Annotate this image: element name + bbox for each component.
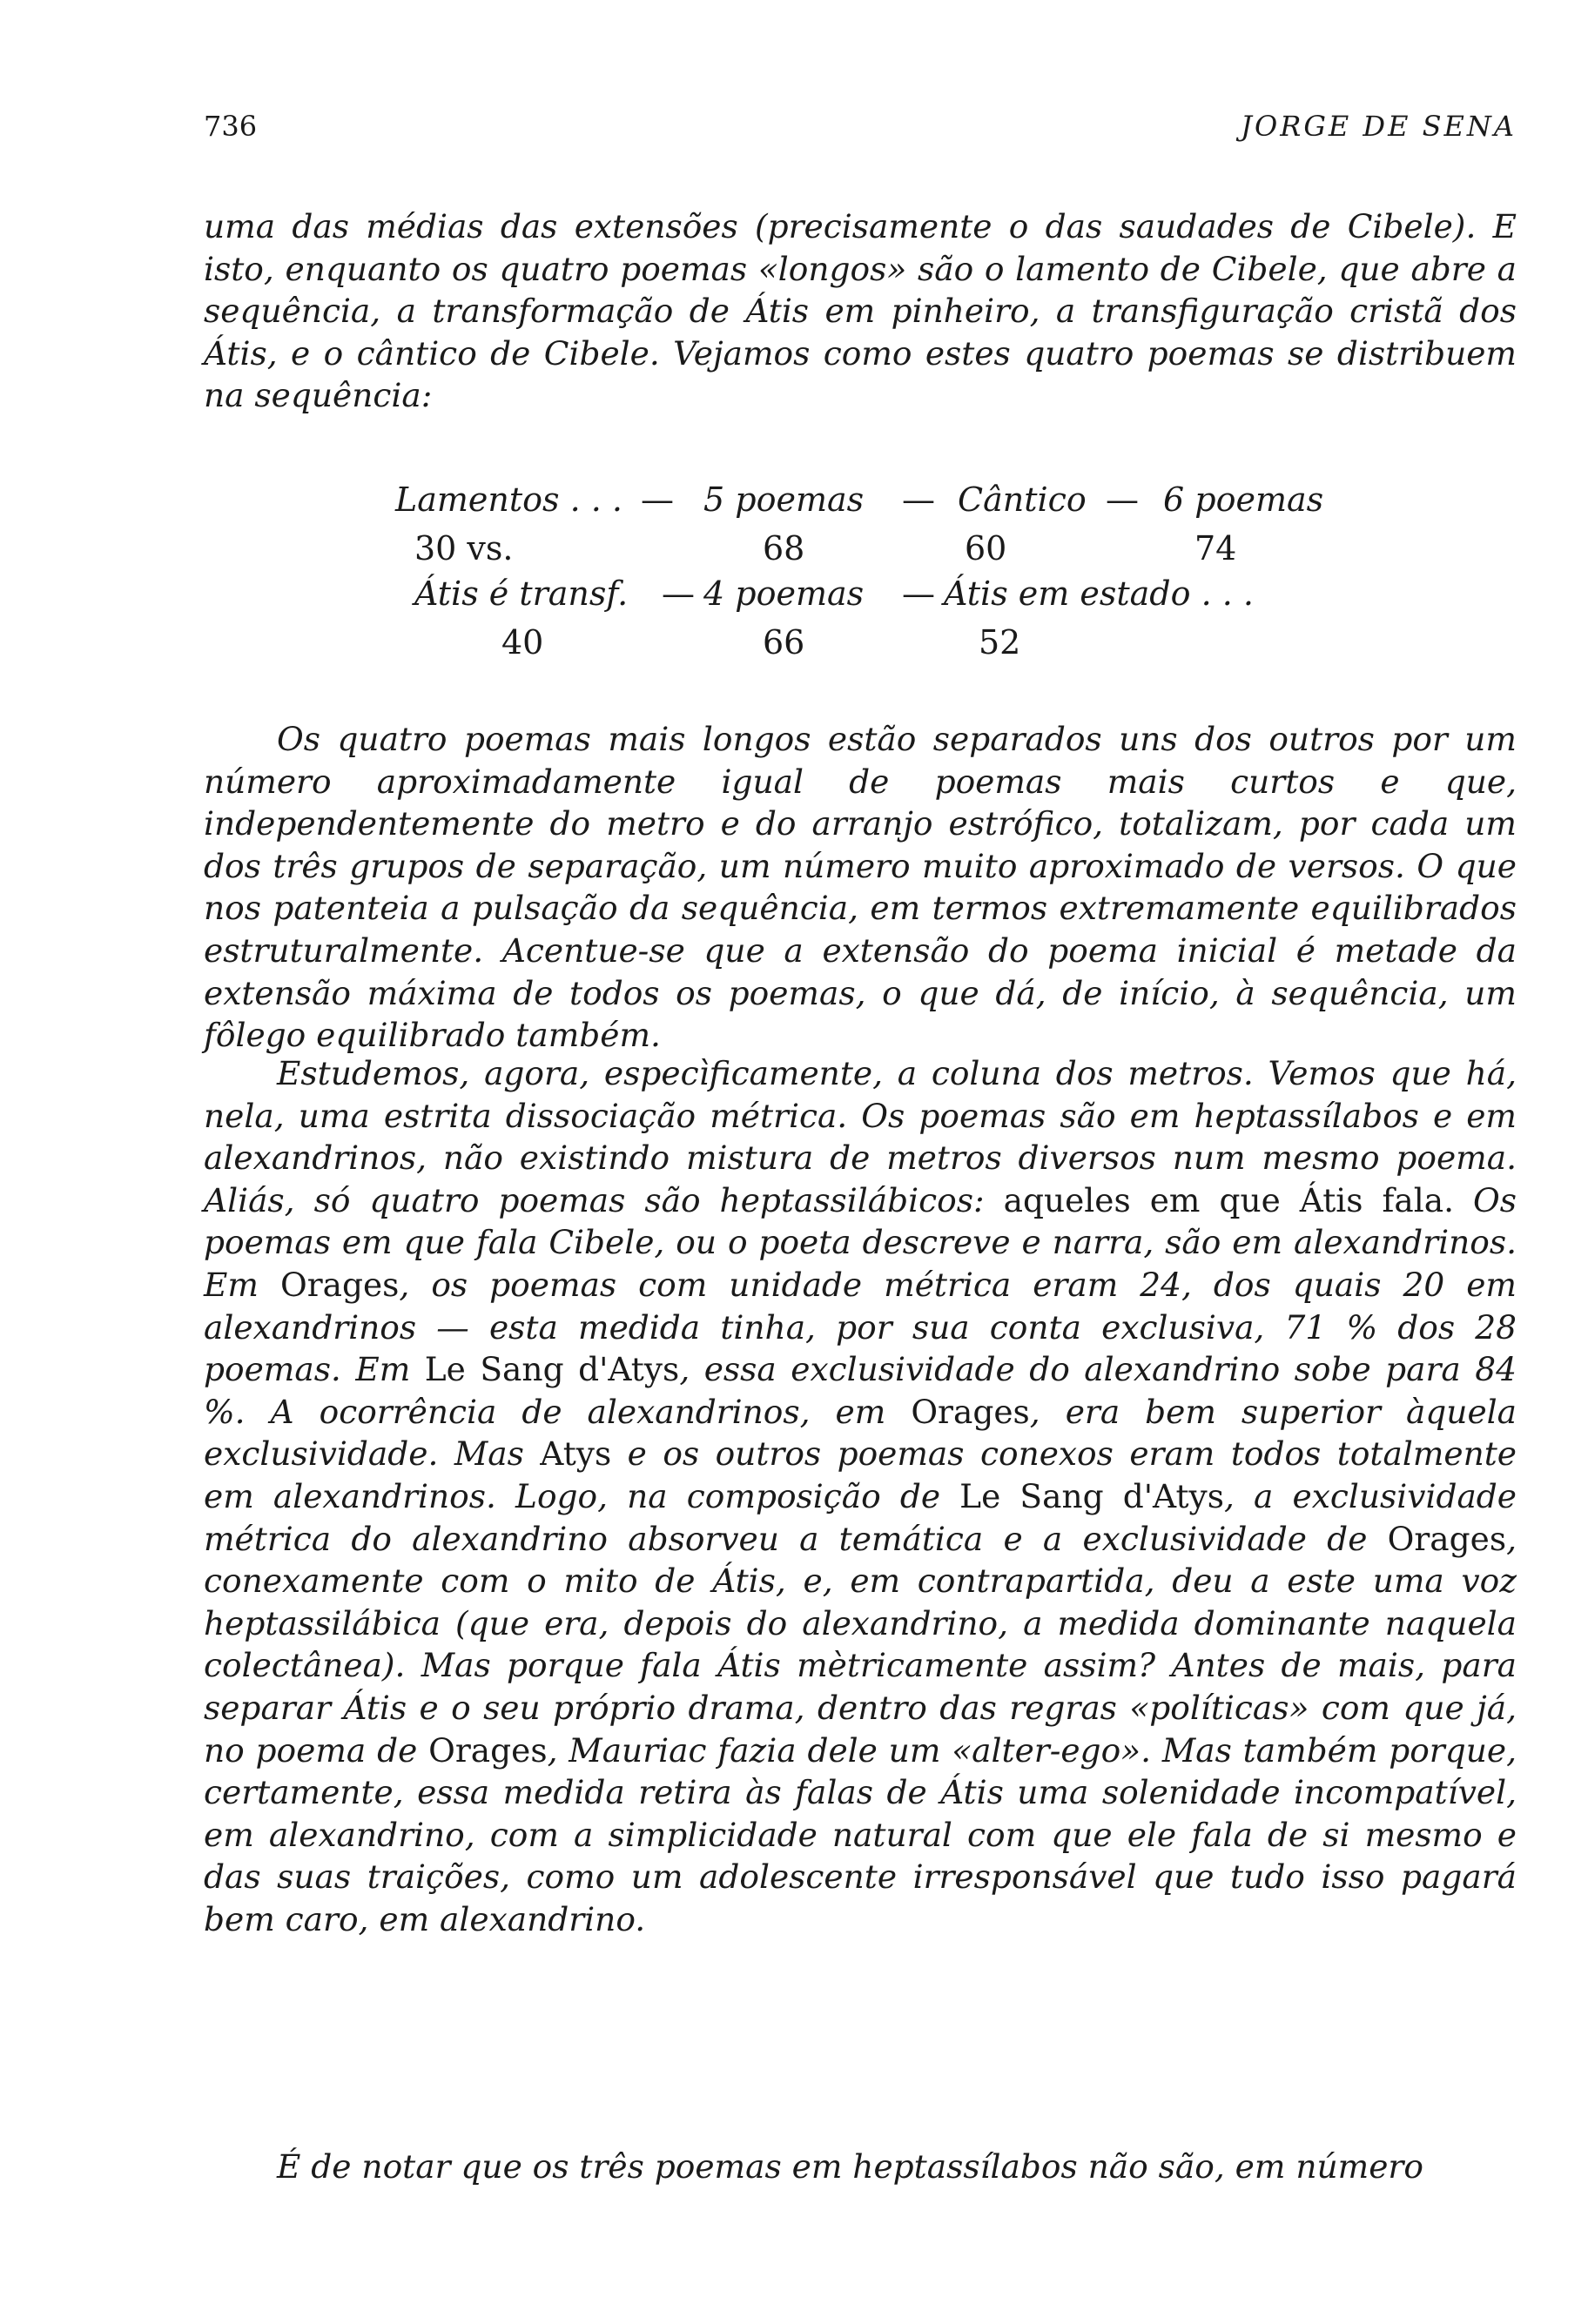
paragraph-closing: É de notar que os três poemas em heptassílabos não são, em número (277, 2147, 1423, 2186)
schedule-dash: — (902, 480, 935, 519)
text-run: , os poemas com unidade métrica eram 24, dos quais 20 em alexandrinos — esta medida tinha, por sua conta exclusiva, 71 % dos 28 poemas. Em (204, 1265, 1517, 1389)
schedule-cantico: Cântico (958, 480, 1087, 519)
schedule-poemas: 5 poemas (703, 480, 865, 519)
schedule-value: 68 (763, 529, 805, 568)
paragraph-structure: Os quatro poemas mais longos estão separados uns dos outros por um número aproximadamente igual de poemas mais curtos e que, independentemente do metro e do arranjo estrófico, totalizam, por cada um dos três grupos de separação, um número muito aproximado de versos. O que nos patenteia a pulsação da sequência, em termos extremamente equilibrados estruturalmente. Acentue-se que a extensão do poema inicial é metade da extensão máxima de todos os poemas, o que dá, de início, à sequência, um fôlego equilibrado também. (204, 720, 1517, 1055)
book-title: Le Sang d'Atys (424, 1350, 680, 1389)
schedule-value: 66 (763, 623, 805, 662)
schedule-value: 40 (501, 623, 544, 662)
text-run: , era bem superior àquela exclusividade. Mas (204, 1392, 1517, 1474)
book-title: Atys (540, 1434, 612, 1474)
text-run: Estudemos, agora, especìficamente, a coluna dos metros. Vemos que há, nela, uma estrita dissociação métrica. Os poemas são em heptassílabos e em alexandrinos, não existindo mistura de metros diversos num mesmo poema. Aliás, só quatro poemas são heptassilábicos: (204, 1054, 1517, 1219)
schedule-dash: — (902, 574, 935, 613)
schedule-dash: — (662, 574, 695, 613)
schedule-value: 74 (1194, 529, 1237, 568)
schedule-atis-estado: Átis em estado . . . (944, 574, 1254, 613)
schedule-atis-transf: Átis é transf. (414, 574, 629, 613)
sequence-schedule (0, 0, 1588, 696)
schedule-dash: — (1106, 480, 1139, 519)
text-run: , Mauriac fazia dele um «alter-ego». Mas também porque, certamente, essa medida retira às falas de Átis uma solenidade incompatível, em alexandrino, com a simplicidade natural com que ele fala de si mesmo e das suas traições, como um adolescente irresponsável que tudo isso pagará bem caro, em alexandrino. (204, 1730, 1517, 1938)
paragraph-metres (204, 1052, 1517, 1940)
text-run: e os outros poemas conexos eram todos totalmente em alexandrinos. Logo, na composição de (204, 1434, 1517, 1515)
schedule-dash: — (641, 480, 674, 519)
running-title: JORGE DE SENA (1241, 110, 1517, 143)
schedule-value: 30 vs. (414, 529, 514, 568)
text-run-roman: aqueles em que Átis fala. (984, 1180, 1455, 1219)
book-title: Orages (1387, 1519, 1507, 1558)
text-run: , conexamente com o mito de Átis, e, em contrapartida, deu a este uma voz heptassilábica (que era, depois do alexandrino, a medida dominante naquela colectânea). Mas porque fala Átis mètricamente assim? Antes de mais, para separar Átis e o seu próprio drama, dentro das regras «políticas» com que já, no poema de (204, 1519, 1517, 1770)
schedule-lamentos: Lamentos . . . (395, 480, 623, 519)
paragraph-intro: uma das médias das extensões (precisamente o das saudades de Cibele). E isto, enquanto os quatro poemas «longos» são o lamento de Cibele, que abre a sequência, a transformação de Átis em pinheiro, a transfiguração cristã dos Átis, e o cântico de Cibele. Vejamos como estes quatro poemas se distribuem na sequência: (204, 207, 1517, 415)
text-run: Os poemas em que fala Cibele, ou o poeta descreve e narra, são em alexandrinos. Em (204, 1180, 1517, 1304)
book-title: Orages (428, 1730, 548, 1770)
schedule-poemas: 4 poemas (703, 574, 865, 613)
book-title: Le Sang d'Atys (959, 1476, 1224, 1515)
text-run: , a exclusividade métrica do alexandrino absorveu a temática e a exclusividade de (204, 1476, 1517, 1558)
book-title: Orages (279, 1265, 400, 1304)
page-number: 736 (204, 110, 258, 143)
text-run: , essa exclusividade do alexandrino sobe para 84 %. A ocorrência de alexandrinos, em (204, 1350, 1517, 1431)
book-title: Orages (911, 1392, 1030, 1431)
schedule-poemas: 6 poemas (1163, 480, 1324, 519)
schedule-value: 52 (979, 623, 1021, 662)
schedule-value: 60 (965, 529, 1007, 568)
